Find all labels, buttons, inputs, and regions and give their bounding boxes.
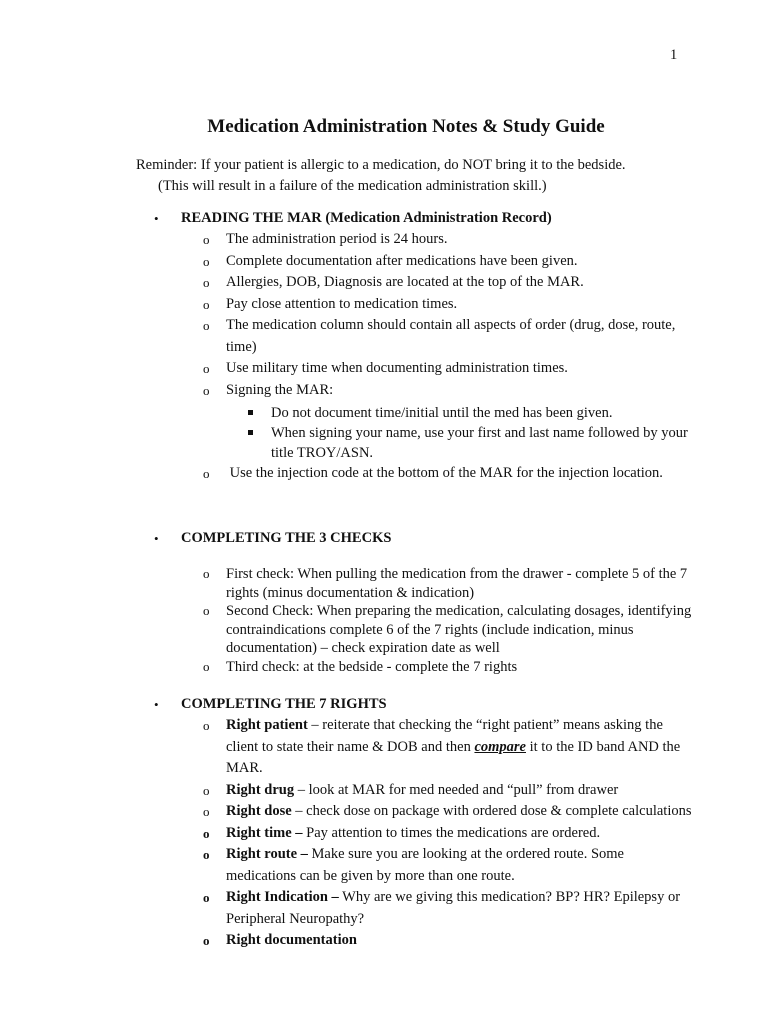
list-item-right-indication: o Right Indication – Why are we giving this medication? BP? HR? Epilepsy or Peripheral Neuropathy? <box>203 889 684 927</box>
circle-bullet-icon: o <box>203 825 210 841</box>
section-heading: • READING THE MAR (Medication Administration Record) <box>136 208 696 229</box>
circle-bullet-icon: o <box>203 933 210 948</box>
circle-bullet-icon: o <box>203 804 210 819</box>
circle-bullet-icon: o <box>203 318 210 333</box>
list-item: o Complete documentation after medications have been given. <box>136 251 696 273</box>
circle-bullet-icon: o <box>203 782 210 798</box>
list-item-right-dose: o Right dose – check dose on package with ordered dose & complete calculations <box>136 801 696 823</box>
circle-bullet-icon: o <box>203 296 210 312</box>
list-item-right-route: o Right route – Make sure you are looking at the ordered route. Some medications can be given by more than one route. <box>203 846 628 884</box>
list-item: o Third check: at the bedside - complete the 7 rights <box>203 658 518 675</box>
list-item: o Pay close attention to medication times. <box>136 294 696 316</box>
circle-bullet-icon: o <box>203 361 210 376</box>
list-item: o Use the injection code at the bottom of the MAR for the injection location. <box>136 463 696 485</box>
circle-bullet-icon: o <box>203 466 210 481</box>
page-number: 1 <box>670 47 678 63</box>
list-item: o The administration period is 24 hours. <box>136 229 696 251</box>
circle-bullet-icon: o <box>203 890 210 905</box>
list-subitem: When signing your name, use your first and last name followed by your title TROY/ASN. <box>136 423 696 463</box>
bullet-icon: • <box>154 697 159 712</box>
list-item: o Use military time when documenting administration times. <box>136 358 696 380</box>
circle-bullet-icon: o <box>203 718 210 733</box>
circle-bullet-icon: o <box>203 847 210 862</box>
section-reading-mar <box>136 208 696 485</box>
emphasis-compare: compare <box>474 738 526 755</box>
list-item: o Second Check: When preparing the medication, calculating dosages, identifying contraindications complete 6 of the 7 rights (include indication, minus documentation) – check expiration date as well <box>203 603 692 656</box>
circle-bullet-icon: o <box>203 658 210 674</box>
square-bullet-icon <box>248 430 253 435</box>
circle-bullet-icon: o <box>203 566 210 581</box>
list-item-right-time: o Right time – Pay attention to times the medications are ordered. <box>136 823 696 845</box>
section-heading: • COMPLETING THE 3 CHECKS <box>136 528 696 549</box>
list-item: o First check: When pulling the medication from the drawer - complete 5 of the 7 rights (minus documentation & indication) <box>203 566 688 601</box>
list-subitem: Do not document time/initial until the med has been given. <box>136 403 696 423</box>
list-item-right-patient: o Right patient – reiterate that checking the “right patient” means asking the client to state their name & DOB and then compare it to the ID band AND the MAR. <box>203 717 684 776</box>
list-item: o Allergies, DOB, Diagnosis are located at the top of the MAR. <box>136 272 696 294</box>
document-title: Medication Administration Notes & Study Guide <box>207 116 605 137</box>
list-item: o The medication column should contain all aspects of order (drug, dose, route, time) <box>203 317 676 355</box>
reminder-line-2: (This will result in a failure of the medication administration skill.) <box>158 178 547 194</box>
section-heading: • COMPLETING THE 7 RIGHTS <box>136 694 696 715</box>
list-item-right-drug: o Right drug – look at MAR for med needed and “pull” from drawer <box>136 780 696 802</box>
circle-bullet-icon: o <box>203 603 210 618</box>
reminder <box>136 155 716 197</box>
circle-bullet-icon: o <box>203 253 210 269</box>
circle-bullet-icon: o <box>203 232 210 247</box>
reminder-line-1: Reminder: If your patient is allergic to a medication, do NOT bring it to the bedside. <box>136 157 626 173</box>
list-item-right-documentation: o Right documentation <box>136 930 696 952</box>
circle-bullet-icon: o <box>203 382 210 398</box>
square-bullet-icon <box>248 410 253 415</box>
circle-bullet-icon: o <box>203 275 210 290</box>
list-item: o Signing the MAR: <box>136 380 696 402</box>
bullet-icon: • <box>154 211 159 226</box>
section-three-checks <box>136 528 696 676</box>
bullet-icon: • <box>154 531 159 546</box>
section-seven-rights <box>136 694 696 952</box>
